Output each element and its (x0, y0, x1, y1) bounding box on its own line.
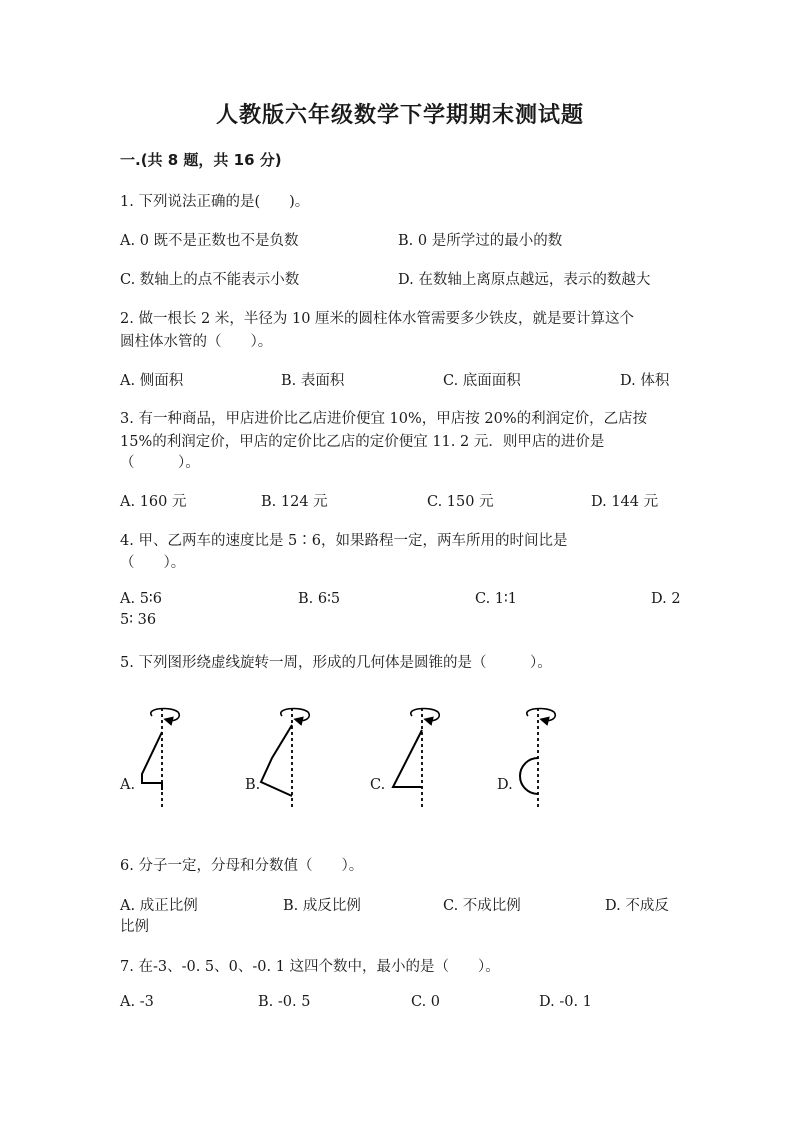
figure-b-shape[interactable] (261, 708, 309, 808)
q2-option-d[interactable]: D. 体积 (620, 373, 670, 389)
q7-option-b[interactable]: B. -0. 5 (258, 994, 311, 1010)
q4-option-b[interactable]: B. 6∶5 (298, 591, 341, 607)
q3-option-a[interactable]: A. 160 元 (120, 494, 187, 510)
question-6-stem: 6. 分子一定，分母和分数值（ ）。 (120, 858, 364, 874)
q7-option-a[interactable]: A. -3 (120, 994, 154, 1010)
q5-option-c[interactable]: C. (370, 777, 386, 793)
q3-option-b[interactable]: B. 124 元 (261, 494, 328, 510)
figure-a-shape[interactable] (142, 708, 179, 808)
q3-option-d[interactable]: D. 144 元 (591, 494, 659, 510)
q1-option-c[interactable]: C. 数轴上的点不能表示小数 (120, 272, 300, 288)
question-3-stem-line3: （ ）。 (120, 455, 200, 471)
figure-d-shape[interactable] (520, 708, 555, 808)
rotation-figures (0, 700, 800, 820)
question-1-stem: 1. 下列说法正确的是( )。 (120, 194, 310, 210)
q5-option-b[interactable]: B. (245, 777, 261, 793)
question-5-stem: 5. 下列图形绕虚线旋转一周，形成的几何体是圆锥的是（ ）。 (120, 655, 552, 671)
question-7-stem: 7. 在-3、-0. 5、0、-0. 1 这四个数中，最小的是（ ）。 (120, 959, 500, 975)
question-4-stem-line2: （ ）。 (120, 555, 186, 571)
question-2-stem-line2: 圆柱体水管的（ ）。 (120, 334, 273, 350)
q6-option-d[interactable]: D. 不成反 (605, 898, 669, 914)
q4-option-d-continued: 5∶ 36 (120, 612, 157, 628)
q6-option-d-continued: 比例 (120, 919, 149, 935)
q4-option-a[interactable]: A. 5∶6 (120, 591, 162, 607)
q6-option-a[interactable]: A. 成正比例 (120, 898, 198, 914)
q2-option-b[interactable]: B. 表面积 (281, 373, 345, 389)
q6-option-b[interactable]: B. 成反比例 (283, 898, 361, 914)
section-heading: 一.(共 8 题，共 16 分) (120, 151, 282, 169)
question-4-stem-line1: 4. 甲、乙两车的速度比是 5∶6，如果路程一定，两车所用的时间比是 (120, 533, 568, 549)
question-3-stem-line2: 15%的利润定价，甲店的定价比乙店的定价便宜 11. 2 元．则甲店的进价是 (120, 434, 605, 450)
q1-option-d[interactable]: D. 在数轴上离原点越远，表示的数越大 (398, 272, 651, 288)
q5-option-d[interactable]: D. (497, 777, 513, 793)
figure-c-shape[interactable] (393, 708, 439, 808)
q1-option-a[interactable]: A. 0 既不是正数也不是负数 (120, 233, 299, 249)
q4-option-c[interactable]: C. 1∶1 (475, 591, 518, 607)
q2-option-c[interactable]: C. 底面面积 (443, 373, 521, 389)
q4-option-d[interactable]: D. 2 (651, 591, 681, 607)
q6-option-c[interactable]: C. 不成比例 (443, 898, 521, 914)
page-title: 人教版六年级数学下学期期末测试题 (215, 103, 584, 128)
q1-option-b[interactable]: B. 0 是所学过的最小的数 (398, 233, 563, 249)
q3-option-c[interactable]: C. 150 元 (427, 494, 494, 510)
q5-option-a[interactable]: A. (120, 777, 136, 793)
q2-option-a[interactable]: A. 侧面积 (120, 373, 184, 389)
q7-option-c[interactable]: C. 0 (411, 994, 441, 1010)
question-3-stem-line1: 3. 有一种商品，甲店进价比乙店进价便宜 10%，甲店按 20%的利润定价，乙店按 (120, 411, 648, 427)
q7-option-d[interactable]: D. -0. 1 (539, 994, 592, 1010)
question-2-stem-line1: 2. 做一根长 2 米，半径为 10 厘米的圆柱体水管需要多少铁皮，就是要计算这个 (120, 311, 635, 327)
